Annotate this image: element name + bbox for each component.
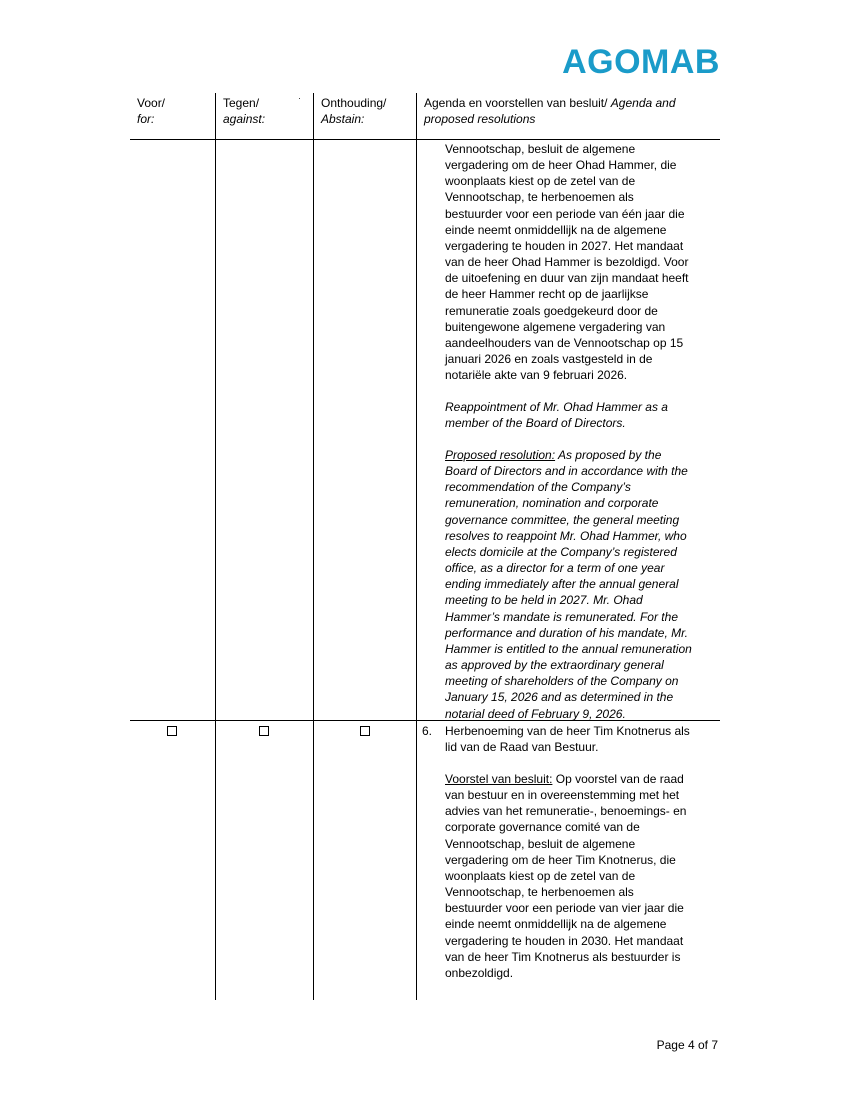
item6-resolution-label: Voorstel van besluit:	[445, 772, 553, 786]
item5-en-resolution-rest: Board of Directors and in accordance with the recommendation of the Company’s remuneration, nomination and corporate governance committee, the general meeting resolves to reappoint Mr. Ohad Hammer, who elects domicile at the Company’s registered office, as a director for a term of one year ending immediately after the annual general meeting to be held in 2027. Mr. Ohad Hammer’s mandate is remunerated. For the performance and duration of his mandate, Mr. Hammer is entitled to the annual remuneration as approved by the extraordinary general meeting of shareholders of the Company on January 15, 2026 and as determined in the notarial deed of February 9, 2026.	[445, 464, 692, 721]
header-voor	[137, 95, 165, 127]
header-voor-en: for:	[137, 112, 155, 126]
header-tegen-en: against:	[223, 112, 266, 126]
header-agenda-line1	[424, 95, 719, 111]
header-row-divider	[130, 139, 720, 140]
header-agenda-nl: Agenda en voorstellen van besluit/	[424, 96, 611, 110]
header-tegen	[223, 95, 265, 127]
header-agenda	[424, 95, 719, 127]
vote-against-checkbox[interactable]	[259, 726, 269, 736]
vote-abstain-checkbox[interactable]	[360, 726, 370, 736]
header-onthouding-en: Abstain:	[321, 112, 365, 126]
header-onthouding-nl: Onthouding/	[321, 96, 387, 110]
item5-en-resolution-first: As proposed by the	[555, 448, 662, 462]
column-divider	[416, 93, 417, 1000]
header-tegen-nl: Tegen/	[223, 96, 260, 110]
item5-en-resolution	[445, 447, 720, 722]
column-divider	[215, 93, 216, 1000]
vote-for-checkbox[interactable]	[167, 726, 177, 736]
item6-number: 6.	[422, 724, 433, 738]
item6-resolution	[445, 771, 720, 981]
item5-en-resolution-label: Proposed resolution:	[445, 448, 556, 462]
page-number: Page 4 of 7	[656, 1038, 718, 1052]
header-onthouding	[321, 95, 386, 127]
item6-resolution-rest: van bestuur en in overeenstemming met het advies van het remuneratie-, benoemings- en corporate governance comité van de Vennootschap, besluit de algemene vergadering om de heer Tim Knotnerus, die woonplaats kiest op de zetel van de Vennootschap, te herbenoemen als bestuurder voor een periode van vier jaar die einde neemt onmiddellijk na de algemene vergadering te houden in 2030. Het mandaat van de heer Tim Knotnerus als bestuurder is onbezoldigd.	[445, 788, 687, 980]
item6-resolution-first: Op voorstel van de raad	[552, 772, 684, 786]
item5-nl-text: Vennootschap, besluit de algemene vergadering om de heer Ohad Hammer, die woonplaats kiest op de zetel van de Vennootschap, te herbenoemen als bestuurder voor een periode van één jaar die einde neemt onmiddellijk na de algemene vergadering te houden in 2027. Het mandaat van de heer Ohad Hammer is bezoldigd. Voor de uitoefening en duur van zijn mandaat heeft de heer Hammer recht op de jaarlijkse remuneratie zoals goedgekeurd door de buitengewone algemene vergadering van aandeelhouders van de Vennootschap op 15 januari 2026 en zoals vastgesteld in de notariële akte van 9 februari 2026.	[445, 142, 689, 383]
header-agenda-en-1: Agenda and	[610, 96, 676, 110]
column-divider	[313, 93, 314, 1000]
header-agenda-en-2: proposed resolutions	[424, 112, 536, 126]
header-voor-nl: Voor/	[137, 96, 166, 110]
agomab-logo: AGOMAB	[562, 43, 720, 81]
item5-en-title: Reappointment of Mr. Ohad Hammer as a member of the Board of Directors.	[445, 400, 668, 431]
stray-mark	[299, 98, 300, 99]
item6-title: Herbenoeming van de heer Tim Knotnerus als lid van de Raad van Bestuur.	[445, 724, 690, 755]
